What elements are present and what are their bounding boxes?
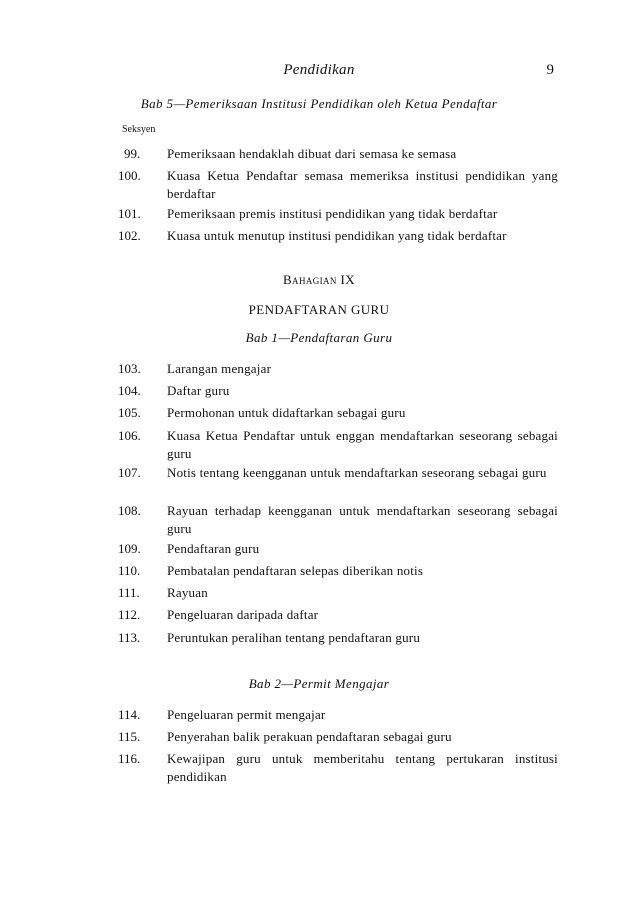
section-number: 107. <box>118 465 141 480</box>
part-title: PENDAFTARAN GURU <box>248 302 390 317</box>
section-number: 100. <box>118 168 141 183</box>
section-title: Pemeriksaan premis institusi pendidikan yang tidak berdaftar <box>167 206 498 221</box>
section-title: Pemeriksaan hendaklah dibuat dari semasa ke semasa <box>167 146 457 161</box>
section-title: Rayuan <box>167 585 208 600</box>
section-number: 111. <box>118 585 140 600</box>
section-number: 113. <box>118 630 141 645</box>
section-title: Penyerahan balik perakuan pendaftaran sebagai guru <box>167 729 452 744</box>
page-header <box>0 62 638 84</box>
page-number: 9 <box>546 62 554 78</box>
section-title: Kewajipan guru untuk memberitahu tentang pertukaran institusi pendidikan <box>167 751 558 784</box>
section-number: 110. <box>118 563 141 578</box>
section-number: 114. <box>118 707 141 722</box>
bab1-heading: Bab 1—Pendaftaran Guru <box>245 330 393 345</box>
section-title: Permohonan untuk didaftarkan sebagai guru <box>167 405 406 420</box>
section-title: Pendaftaran guru <box>167 541 260 556</box>
section-number: 116. <box>118 751 141 766</box>
section-number: 103. <box>118 361 141 376</box>
section-number: 112. <box>118 607 141 622</box>
section-number: 104. <box>118 383 141 398</box>
section-title: Daftar guru <box>167 383 230 398</box>
bab2-heading: Bab 2—Permit Mengajar <box>248 676 390 691</box>
section-number: 99. <box>124 146 141 161</box>
section-title: Pengeluaran daripada daftar <box>167 607 319 622</box>
section-title: Notis tentang keengganan untuk mendaftarkan seseorang sebagai guru <box>167 465 547 480</box>
section-title: Pembatalan pendaftaran selepas diberikan notis <box>167 563 424 578</box>
section-number: 101. <box>118 206 141 221</box>
section-number: 115. <box>118 729 141 744</box>
section-number: 108. <box>118 503 141 518</box>
section-number: 105. <box>118 405 141 420</box>
section-title: Peruntukan peralihan tentang pendaftaran guru <box>167 630 421 645</box>
part-label: Bahagian IX <box>282 272 356 287</box>
page-title: Pendidikan <box>283 62 355 78</box>
bab5-heading: Bab 5—Pemeriksaan Institusi Pendidikan oleh Ketua Pendaftar <box>140 96 498 111</box>
section-title: Rayuan terhadap keengganan untuk mendaftarkan seseorang sebagai guru <box>167 503 558 536</box>
section-title: Pengeluaran permit mengajar <box>167 707 326 722</box>
seksyen-label: Seksyen <box>122 124 156 135</box>
section-title: Kuasa Ketua Pendaftar untuk enggan mendaftarkan seseorang sebagai guru <box>167 428 558 461</box>
section-number: 106. <box>118 428 141 443</box>
section-title: Kuasa Ketua Pendaftar semasa memeriksa institusi pendidikan yang berdaftar <box>167 168 558 201</box>
section-number: 102. <box>118 228 141 243</box>
section-number: 109. <box>118 541 141 556</box>
section-title: Larangan mengajar <box>167 361 272 376</box>
section-title: Kuasa untuk menutup institusi pendidikan yang tidak berdaftar <box>167 228 507 243</box>
